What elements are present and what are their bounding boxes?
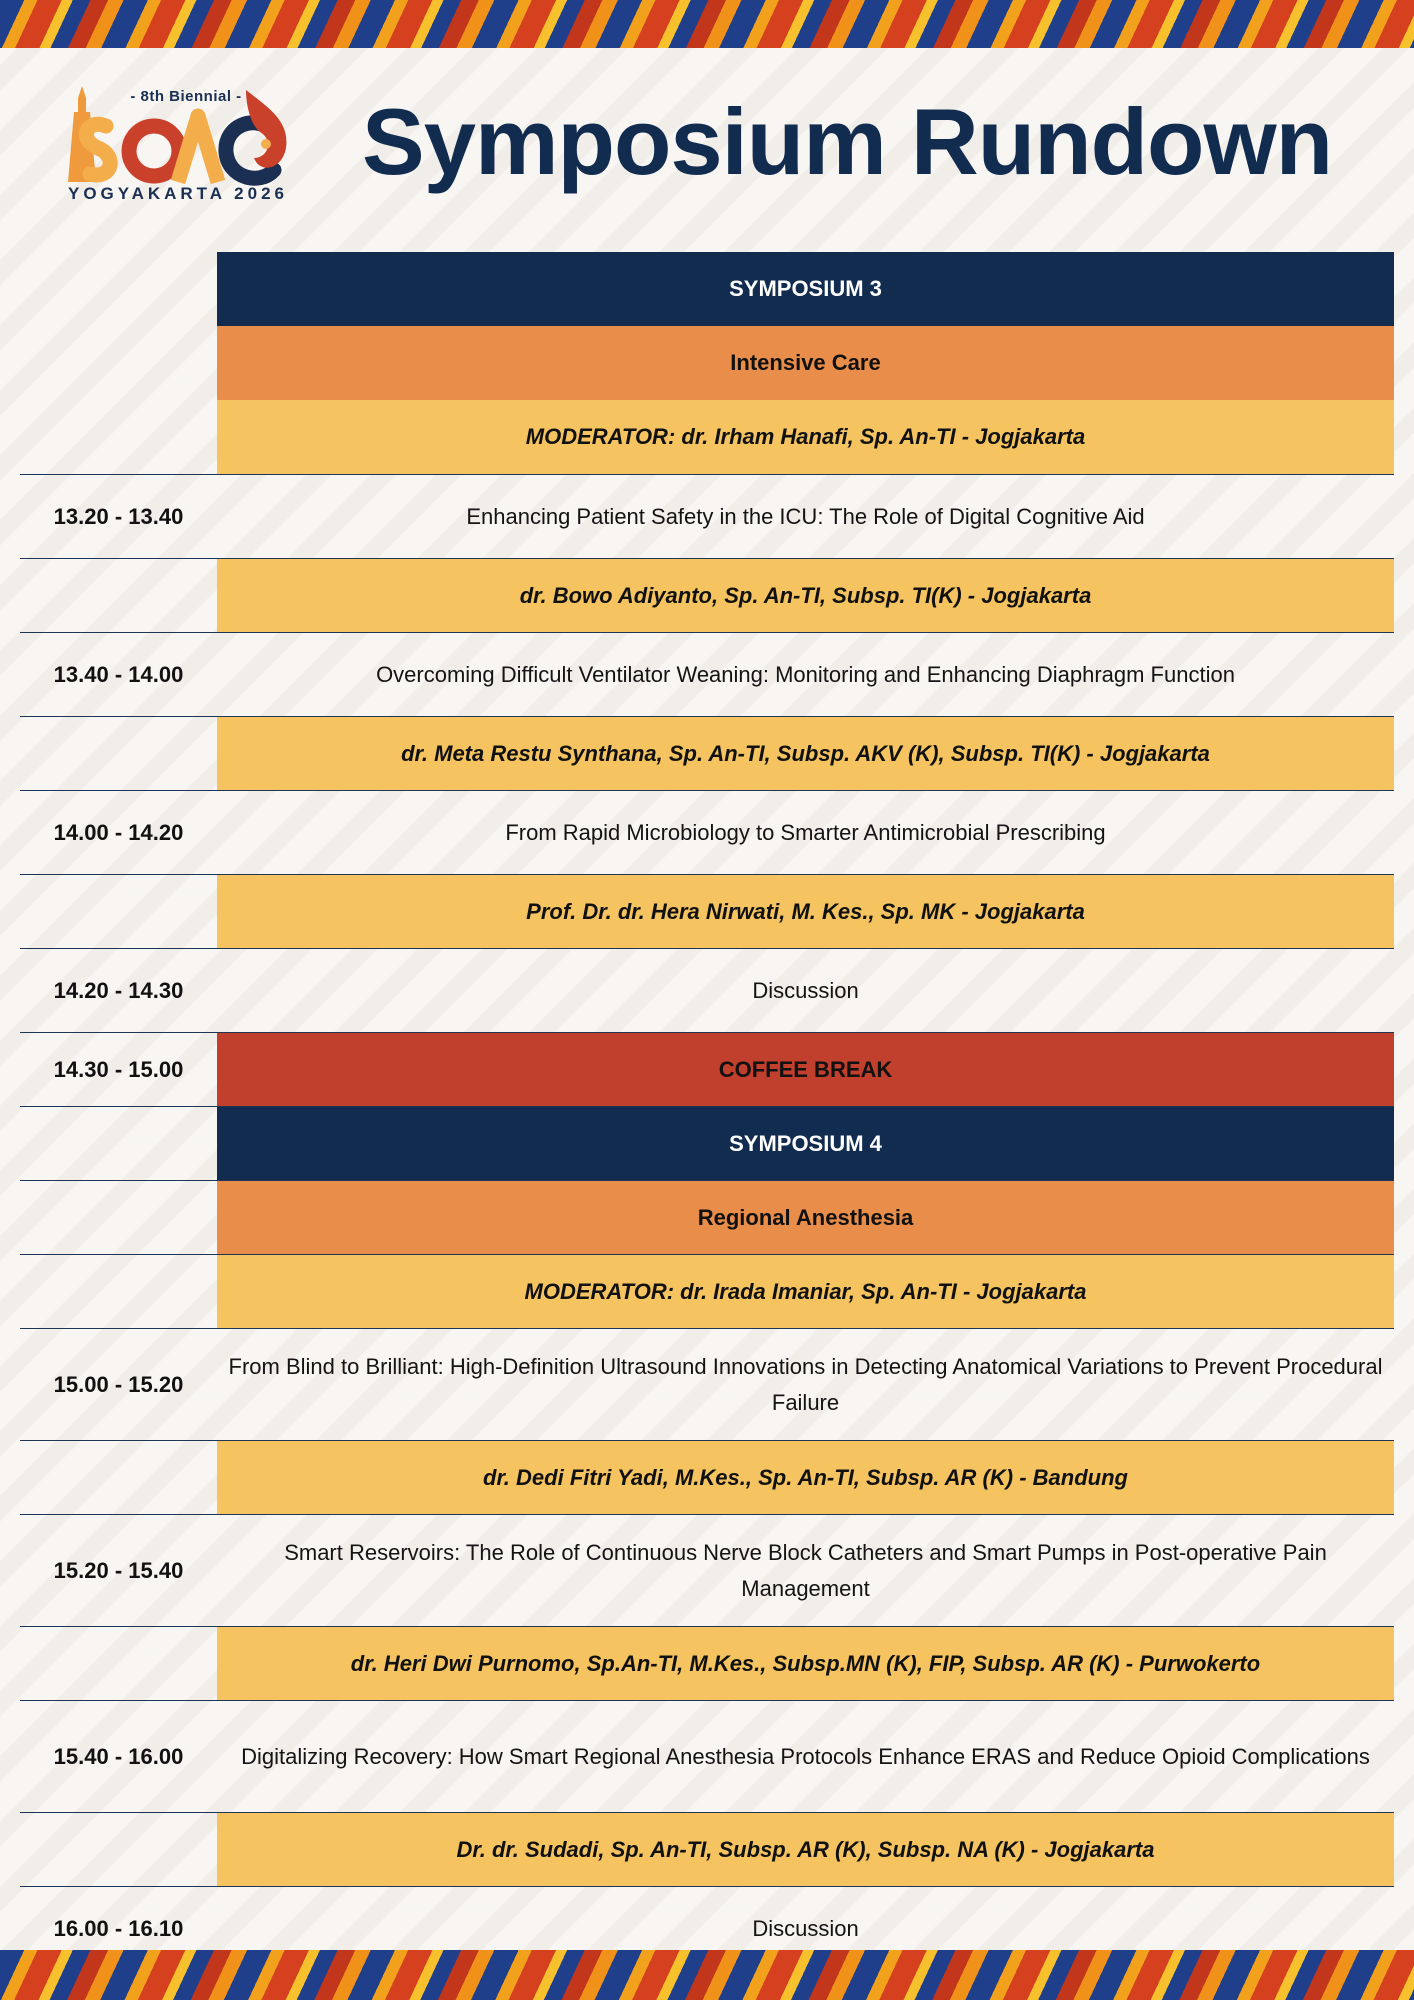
schedule-row-session xyxy=(20,1328,1394,1440)
symposium-category: Intensive Care xyxy=(217,326,1394,400)
time-slot xyxy=(20,559,217,632)
time-slot: 15.00 - 15.20 xyxy=(53,1371,184,1397)
logo-location-text: YOGYAKARTA 2026 xyxy=(68,184,288,203)
time-slot xyxy=(20,1441,217,1514)
schedule-row-session xyxy=(20,1514,1394,1626)
time-slot: 14.20 - 14.30 xyxy=(53,977,184,1003)
time-slot: 15.20 - 15.40 xyxy=(53,1557,184,1583)
schedule-row-speaker xyxy=(20,1812,1394,1886)
session-title: From Blind to Brilliant: High-Definition Ultrasound Innovations in Detecting Anatomical Variations to Prevent Procedural Failure xyxy=(228,1353,1383,1415)
schedule-row-session xyxy=(20,632,1394,716)
time-slot xyxy=(20,1255,217,1328)
isoac-logo xyxy=(56,78,306,210)
time-slot xyxy=(20,400,217,474)
schedule-row-category xyxy=(20,326,1394,400)
speaker-name: MODERATOR: dr. Irham Hanafi, Sp. An-TI - Jogjakarta xyxy=(217,400,1394,474)
logo-edition-text: - 8th Biennial - xyxy=(130,88,242,105)
schedule-row-speaker xyxy=(20,1254,1394,1328)
schedule-row-speaker xyxy=(20,716,1394,790)
time-slot: 13.20 - 13.40 xyxy=(53,503,184,529)
speaker-name: dr. Dedi Fitri Yadi, M.Kes., Sp. An-TI, Subsp. AR (K) - Bandung xyxy=(217,1441,1394,1514)
schedule-row-session xyxy=(20,474,1394,558)
time-slot xyxy=(20,1107,217,1180)
schedule-table xyxy=(20,252,1394,1970)
speaker-name: MODERATOR: dr. Irada Imaniar, Sp. An-TI - Jogjakarta xyxy=(217,1255,1394,1328)
schedule-row-header xyxy=(20,252,1394,326)
session-title: Enhancing Patient Safety in the ICU: The Role of Digital Cognitive Aid xyxy=(466,503,1145,529)
page-title: Symposium Rundown xyxy=(362,89,1332,194)
time-slot xyxy=(20,875,217,948)
schedule-row-category xyxy=(20,1180,1394,1254)
session-title: Discussion xyxy=(752,1915,859,1941)
session-title: Digitalizing Recovery: How Smart Regional Anesthesia Protocols Enhance ERAS and Reduce Opioid Complications xyxy=(241,1743,1370,1769)
session-title: Overcoming Difficult Ventilator Weaning: Monitoring and Enhancing Diaphragm Function xyxy=(376,661,1235,687)
decorative-batik-band-top xyxy=(0,0,1414,48)
schedule-row-speaker xyxy=(20,1626,1394,1700)
session-title: Discussion xyxy=(752,977,859,1003)
speaker-name: dr. Heri Dwi Purnomo, Sp.An-TI, M.Kes., Subsp.MN (K), FIP, Subsp. AR (K) - Purwokerto xyxy=(217,1627,1394,1700)
time-slot xyxy=(20,326,217,400)
speaker-name: dr. Bowo Adiyanto, Sp. An-TI, Subsp. TI(K) - Jogjakarta xyxy=(217,559,1394,632)
schedule-row-speaker xyxy=(20,1440,1394,1514)
time-slot: 13.40 - 14.00 xyxy=(53,661,184,687)
symposium-category: Regional Anesthesia xyxy=(217,1181,1394,1254)
session-title: From Rapid Microbiology to Smarter Antimicrobial Prescribing xyxy=(505,819,1106,845)
time-slot: 16.00 - 16.10 xyxy=(53,1915,184,1941)
speaker-name: dr. Meta Restu Synthana, Sp. An-TI, Subsp. AKV (K), Subsp. TI(K) - Jogjakarta xyxy=(217,717,1394,790)
time-slot: 14.30 - 15.00 xyxy=(53,1056,184,1082)
symposium-header: SYMPOSIUM 4 xyxy=(217,1107,1394,1180)
schedule-row-header xyxy=(20,1106,1394,1180)
speaker-name: Prof. Dr. dr. Hera Nirwati, M. Kes., Sp. MK - Jogjakarta xyxy=(217,875,1394,948)
time-slot xyxy=(20,252,217,326)
schedule-row-speaker xyxy=(20,400,1394,474)
speaker-name: Dr. dr. Sudadi, Sp. An-TI, Subsp. AR (K), Subsp. NA (K) - Jogjakarta xyxy=(217,1813,1394,1886)
time-slot: 14.00 - 14.20 xyxy=(53,819,184,845)
decorative-batik-band-bottom xyxy=(0,1950,1414,2000)
symposium-header: SYMPOSIUM 3 xyxy=(217,252,1394,326)
schedule-row-session xyxy=(20,790,1394,874)
time-slot xyxy=(20,1181,217,1254)
session-title: Smart Reservoirs: The Role of Continuous Nerve Block Catheters and Smart Pumps in Post-operative Pain Management xyxy=(284,1539,1327,1601)
time-slot xyxy=(20,1813,217,1886)
schedule-row-session xyxy=(20,1700,1394,1812)
time-slot: 15.40 - 16.00 xyxy=(53,1743,184,1769)
schedule-row-break xyxy=(20,1032,1394,1106)
schedule-row-speaker xyxy=(20,874,1394,948)
time-slot xyxy=(20,1627,217,1700)
schedule-row-session xyxy=(20,948,1394,1032)
schedule-row-speaker xyxy=(20,558,1394,632)
break-label: COFFEE BREAK xyxy=(217,1033,1394,1106)
time-slot xyxy=(20,717,217,790)
